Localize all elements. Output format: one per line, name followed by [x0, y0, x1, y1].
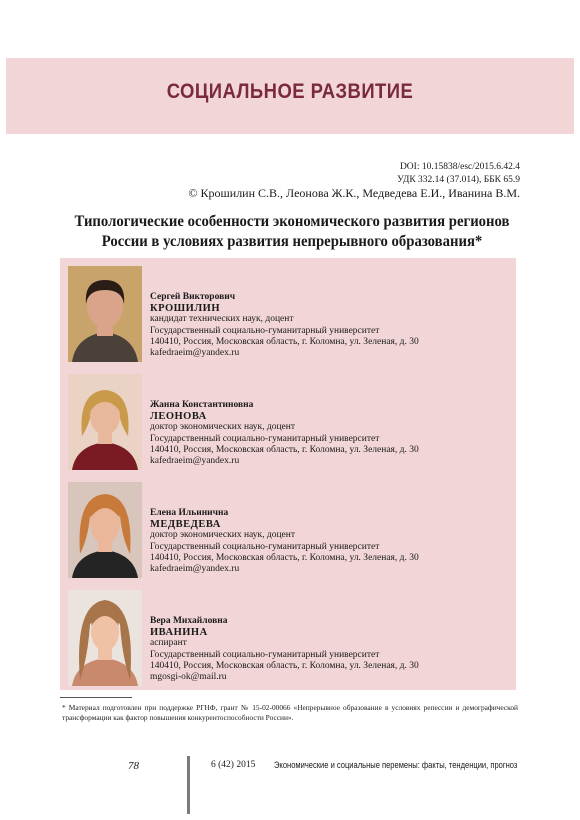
- footnote-divider: [60, 697, 132, 698]
- author-address: 140410, Россия, Московская область, г. Коломна, ул. Зеленая, д. 30: [150, 552, 419, 563]
- author-photo: [68, 266, 142, 362]
- footnote: * Материал подготовлен при поддержке РГНФ, грант № 15-02-00066 «Непрерывное образование в условиях репессии и демографической трансформации как фактор повышения конкурентоспособности России».: [62, 703, 518, 722]
- author-organization: Государственный социально-гуманитарный университет: [150, 649, 380, 660]
- author-first-names: Жанна Константиновна: [150, 400, 254, 410]
- udk: УДК 332.14 (37.014), ББК 65.9: [397, 175, 520, 185]
- author-photo: [68, 590, 142, 686]
- author-organization: Государственный социально-гуманитарный университет: [150, 325, 380, 336]
- issue-number: 6 (42) 2015: [211, 760, 256, 770]
- author-address: 140410, Россия, Московская область, г. Коломна, ул. Зеленая, д. 30: [150, 336, 419, 347]
- author-first-names: Вера Михайловна: [150, 616, 228, 626]
- author-info: [150, 616, 419, 683]
- author-photo: [68, 374, 142, 470]
- copyright-line: © Крошилин С.В., Леонова Ж.К., Медведева Е.И., Иванина В.М.: [188, 186, 520, 200]
- author-organization: Государственный социально-гуманитарный университет: [150, 541, 380, 552]
- author-photo: [68, 482, 142, 578]
- doi: DOI: 10.15838/esc/2015.6.42.4: [399, 162, 520, 172]
- author-card: [60, 366, 516, 470]
- author-last-name: МЕДВЕДЕВА: [150, 519, 221, 531]
- authors-panel: [60, 258, 516, 690]
- author-last-name: ИВАНИНА: [150, 627, 208, 639]
- author-address: 140410, Россия, Московская область, г. Коломна, ул. Зеленая, д. 30: [150, 660, 419, 671]
- author-card: [60, 258, 516, 362]
- section-title: СОЦИАЛЬНОЕ РАЗВИТИЕ: [166, 80, 414, 103]
- author-degree: доктор экономических наук, доцент: [150, 422, 296, 433]
- article-title-line-1: Типологические особенности экономического развития регионов: [74, 213, 510, 230]
- author-card: [60, 582, 516, 686]
- author-info: [150, 292, 419, 359]
- article-title: [72, 212, 513, 252]
- author-degree: кандидат технических наук, доцент: [150, 314, 294, 325]
- author-organization: Государственный социально-гуманитарный университет: [150, 433, 380, 444]
- author-degree: доктор экономических наук, доцент: [150, 530, 296, 541]
- page-number: 78: [128, 760, 139, 772]
- author-email[interactable]: kafedraeim@yandex.ru: [150, 564, 240, 575]
- article-title-line-2: России в условиях развития непрерывного образования*: [101, 233, 483, 250]
- author-email[interactable]: mgosgi-ok@mail.ru: [150, 672, 227, 683]
- author-first-names: Сергей Викторович: [150, 292, 236, 302]
- author-info: [150, 400, 419, 467]
- footer-divider: [187, 756, 190, 814]
- section-banner: [6, 58, 574, 134]
- author-email[interactable]: kafedraeim@yandex.ru: [150, 348, 240, 359]
- author-email[interactable]: kafedraeim@yandex.ru: [150, 456, 240, 467]
- author-card: [60, 474, 516, 578]
- author-last-name: КРОШИЛИН: [150, 303, 220, 315]
- author-info: [150, 508, 419, 575]
- author-first-names: Елена Ильинична: [150, 508, 229, 518]
- journal-name: Экономические и социальные перемены: факты, тенденции, прогноз: [274, 760, 518, 770]
- author-address: 140410, Россия, Московская область, г. Коломна, ул. Зеленая, д. 30: [150, 444, 419, 455]
- author-degree: аспирант: [150, 638, 187, 649]
- author-last-name: ЛЕОНОВА: [150, 411, 207, 423]
